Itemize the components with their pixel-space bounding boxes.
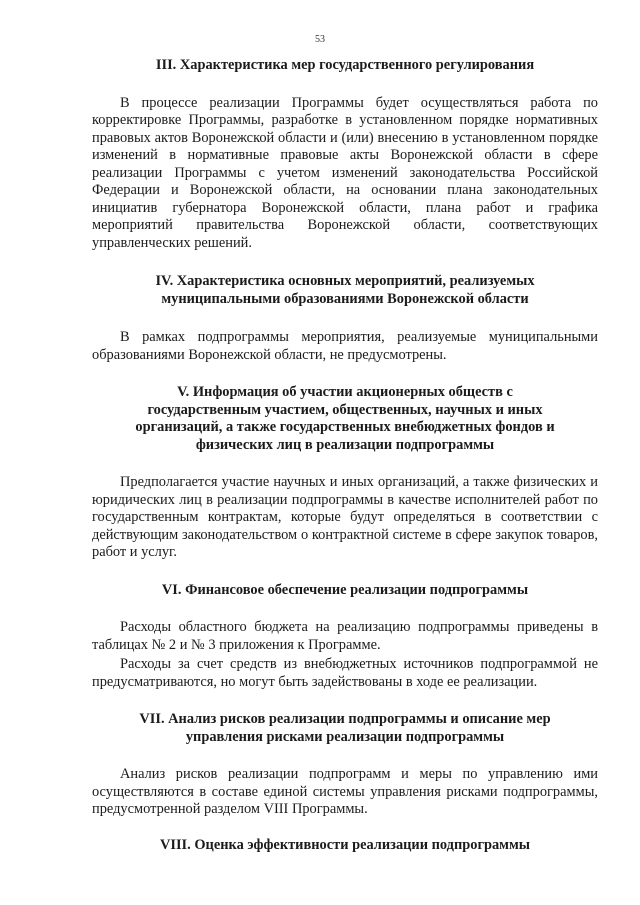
page-number: 53 bbox=[315, 34, 325, 45]
document-body bbox=[92, 57, 598, 854]
section-7-heading: VII. Анализ рисков реализации подпрограммы и описание мер управления рисками реализации подпрограммы bbox=[139, 711, 551, 745]
section-6-paragraph-2: Расходы за счет средств из внебюджетных источников подпрограммой не предусматриваются, но могут быть задействованы в ходе ее реализации. bbox=[92, 656, 598, 690]
section-5-heading: V. Информация об участии акционерных обществ с государственным участием, общественных, научных и иных организаций, а также государственных внебюджетных фондов и физических лиц в реализации подпрограммы bbox=[135, 384, 555, 453]
section-6-heading: VI. Финансовое обеспечение реализации подпрограммы bbox=[161, 581, 529, 598]
section-4-paragraph: В рамках подпрограммы мероприятия, реализуемые муниципальными образованиями Воронежской области, не предусмотрены. bbox=[92, 329, 598, 363]
section-7-paragraph: Анализ рисков реализации подпрограмм и меры по управлению ими осуществляются в составе единой системы управления рисками подпрограммы, предусмотренной разделом VIII Программы. bbox=[92, 766, 598, 817]
section-5-paragraph: Предполагается участие научных и иных организаций, а также физических и юридических лиц в реализации подпрограммы в качестве исполнителей работ по государственным контрактам, которые будут определяться в соответствии с действующим законодательством о контрактной системе в сфере закупок товаров, работ и услуг. bbox=[92, 474, 598, 560]
section-3-heading: III. Характеристика мер государственного регулирования bbox=[155, 57, 535, 73]
section-8-heading: VIII. Оценка эффективности реализации подпрограммы bbox=[159, 836, 531, 853]
section-3-paragraph: В процессе реализации Программы будет осуществляться работа по корректировке Программы, разработке в установленном порядке нормативных правовых актов Воронежской области и (или) внесению в установленном порядке изменений в нормативные правовые акты Воронежской области в сфере реализации Программы с учетом изменений законодательства Российской Федерации и Воронежской области, на основании плана законодательных инициатив губернатора Воронежской области, плана работ и графика мероприятий правительства Воронежской области, соответствующих управленческих решений. bbox=[92, 94, 598, 251]
section-6-paragraph-1: Расходы областного бюджета на реализацию подпрограммы приведены в таблицах № 2 и № 3 приложения к Программе. bbox=[92, 619, 598, 653]
section-4-heading: IV. Характеристика основных мероприятий, реализуемых муниципальными образованиями Воронежской области bbox=[155, 273, 535, 307]
